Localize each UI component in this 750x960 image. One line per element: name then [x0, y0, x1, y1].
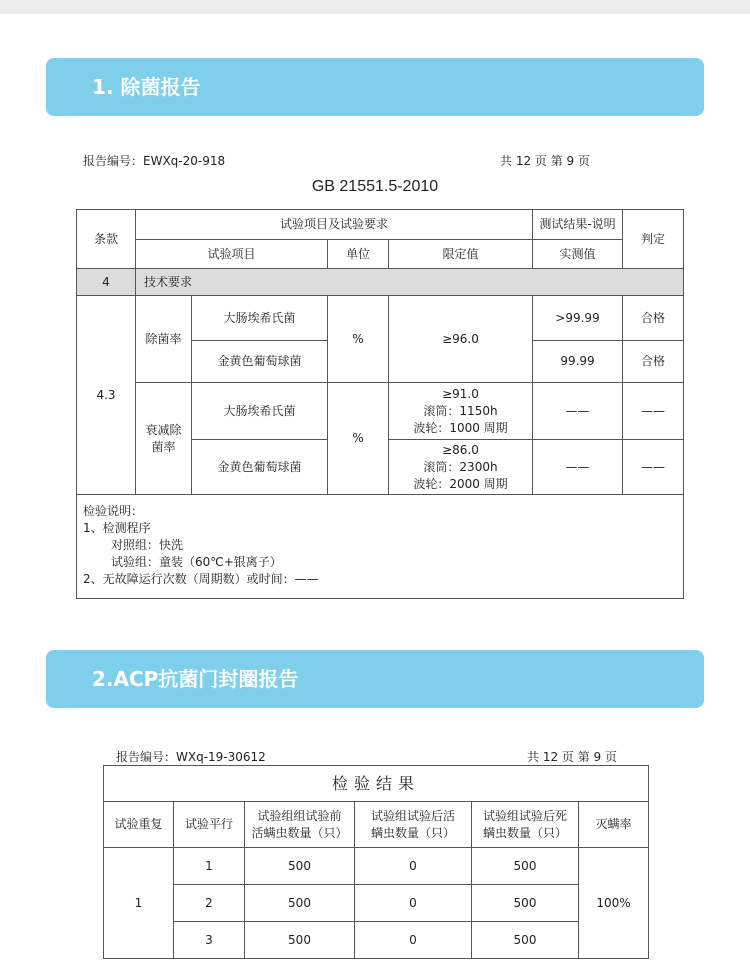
- tech-clause: 4: [77, 269, 136, 296]
- header-measured: 实测值: [533, 240, 623, 269]
- note-line: 试验组：童装（60℃+银离子）: [111, 555, 282, 569]
- parallel-value: 3: [174, 922, 245, 959]
- group2-value: ——: [533, 440, 623, 495]
- note-line: 对照组：快洗: [111, 538, 184, 552]
- group1-item: 大肠埃希氏菌: [192, 296, 328, 341]
- sterilization-report-table: [76, 209, 684, 599]
- header-limit: 限定值: [389, 240, 533, 269]
- group1-unit: %: [328, 296, 389, 383]
- group1-label: 除菌率: [136, 296, 192, 383]
- group2-judge: ——: [623, 440, 684, 495]
- report-number: 报告编号：WXq-19-30612: [116, 750, 266, 764]
- group1-judge: 合格: [623, 296, 684, 341]
- parallel-value: 2: [174, 885, 245, 922]
- after-live-value: 0: [355, 848, 472, 885]
- note-line: 1、检测程序: [83, 521, 151, 535]
- header-kill-rate: 灭螨率: [579, 802, 649, 848]
- note-line: 检验说明：: [83, 504, 144, 518]
- group2-label: [136, 383, 192, 495]
- acp-seal-report-table: [103, 765, 649, 959]
- kill-rate-value: 100%: [579, 848, 649, 959]
- limit-line: ≥86.0: [442, 442, 479, 457]
- header-line: 试验组试验后活: [370, 808, 455, 823]
- group1-judge: 合格: [623, 341, 684, 383]
- after-live-value: 0: [355, 922, 472, 959]
- tech-label: 技术要求: [136, 269, 684, 296]
- inspection-notes: [77, 495, 684, 599]
- before-value: 500: [245, 848, 355, 885]
- header-after-live: [355, 802, 472, 848]
- note-line: 2、无故障运行次数（周期数）或时间：——: [83, 572, 319, 586]
- group1-limit: ≥96.0: [389, 296, 533, 383]
- header-line: 螨虫数量（只）: [482, 825, 567, 840]
- group1-value: 99.99: [533, 341, 623, 383]
- group2-value: ——: [533, 383, 623, 440]
- standard-title: GB 21551.5-2010: [311, 178, 439, 195]
- limit-line: 波轮：2000 周期: [413, 476, 508, 491]
- page-info: 共 12 页 第 9 页: [527, 750, 617, 764]
- parallel-value: 1: [174, 848, 245, 885]
- section2-banner: 2.ACP抗菌门封圈报告: [46, 650, 704, 708]
- limit-line: 滚筒：1150h: [423, 403, 498, 418]
- group1-value: >99.99: [533, 296, 623, 341]
- after-live-value: 0: [355, 885, 472, 922]
- group2-unit: %: [328, 383, 389, 495]
- header-unit: 单位: [328, 240, 389, 269]
- header-parallel: 试验平行: [174, 802, 245, 848]
- header-line: 试验组试验后死: [482, 808, 567, 823]
- after-dead-value: 500: [472, 885, 579, 922]
- after-dead-value: 500: [472, 848, 579, 885]
- table-title: 检验结果: [104, 766, 649, 802]
- header-line: 试验组组试验前: [257, 808, 342, 823]
- group2-item: 大肠埃希氏菌: [192, 383, 328, 440]
- header-before: [245, 802, 355, 848]
- top-strip: [0, 0, 750, 14]
- group2-judge: ——: [623, 383, 684, 440]
- section1-banner: 1. 除菌报告: [46, 58, 704, 116]
- group2-label-line: 衰减除: [145, 422, 182, 437]
- report-number: 报告编号：EWXq-20-918: [83, 154, 226, 168]
- group2-limit: [389, 383, 533, 440]
- group2-item: 金黄色葡萄球菌: [192, 440, 328, 495]
- header-after-dead: [472, 802, 579, 848]
- before-value: 500: [245, 885, 355, 922]
- after-dead-value: 500: [472, 922, 579, 959]
- before-value: 500: [245, 922, 355, 959]
- group2-limit: [389, 440, 533, 495]
- header-line: 螨虫数量（只）: [370, 825, 455, 840]
- header-result-desc: 测试结果-说明: [533, 210, 623, 240]
- limit-line: ≥91.0: [442, 386, 479, 401]
- group2-label-line: 菌率: [151, 439, 176, 454]
- header-repeat: 试验重复: [104, 802, 174, 848]
- header-test-items-req: 试验项目及试验要求: [136, 210, 533, 240]
- header-judge: 判定: [623, 210, 684, 269]
- limit-line: 波轮：1000 周期: [413, 420, 508, 435]
- page-info: 共 12 页 第 9 页: [500, 154, 590, 168]
- repeat-value: 1: [104, 848, 174, 959]
- header-line: 活螨虫数量（只）: [251, 825, 348, 840]
- header-test-item: 试验项目: [136, 240, 328, 269]
- clause-4-3: 4.3: [77, 296, 136, 495]
- group1-item: 金黄色葡萄球菌: [192, 341, 328, 383]
- limit-line: 滚筒：2300h: [423, 459, 498, 474]
- header-clause: 条款: [77, 210, 136, 269]
